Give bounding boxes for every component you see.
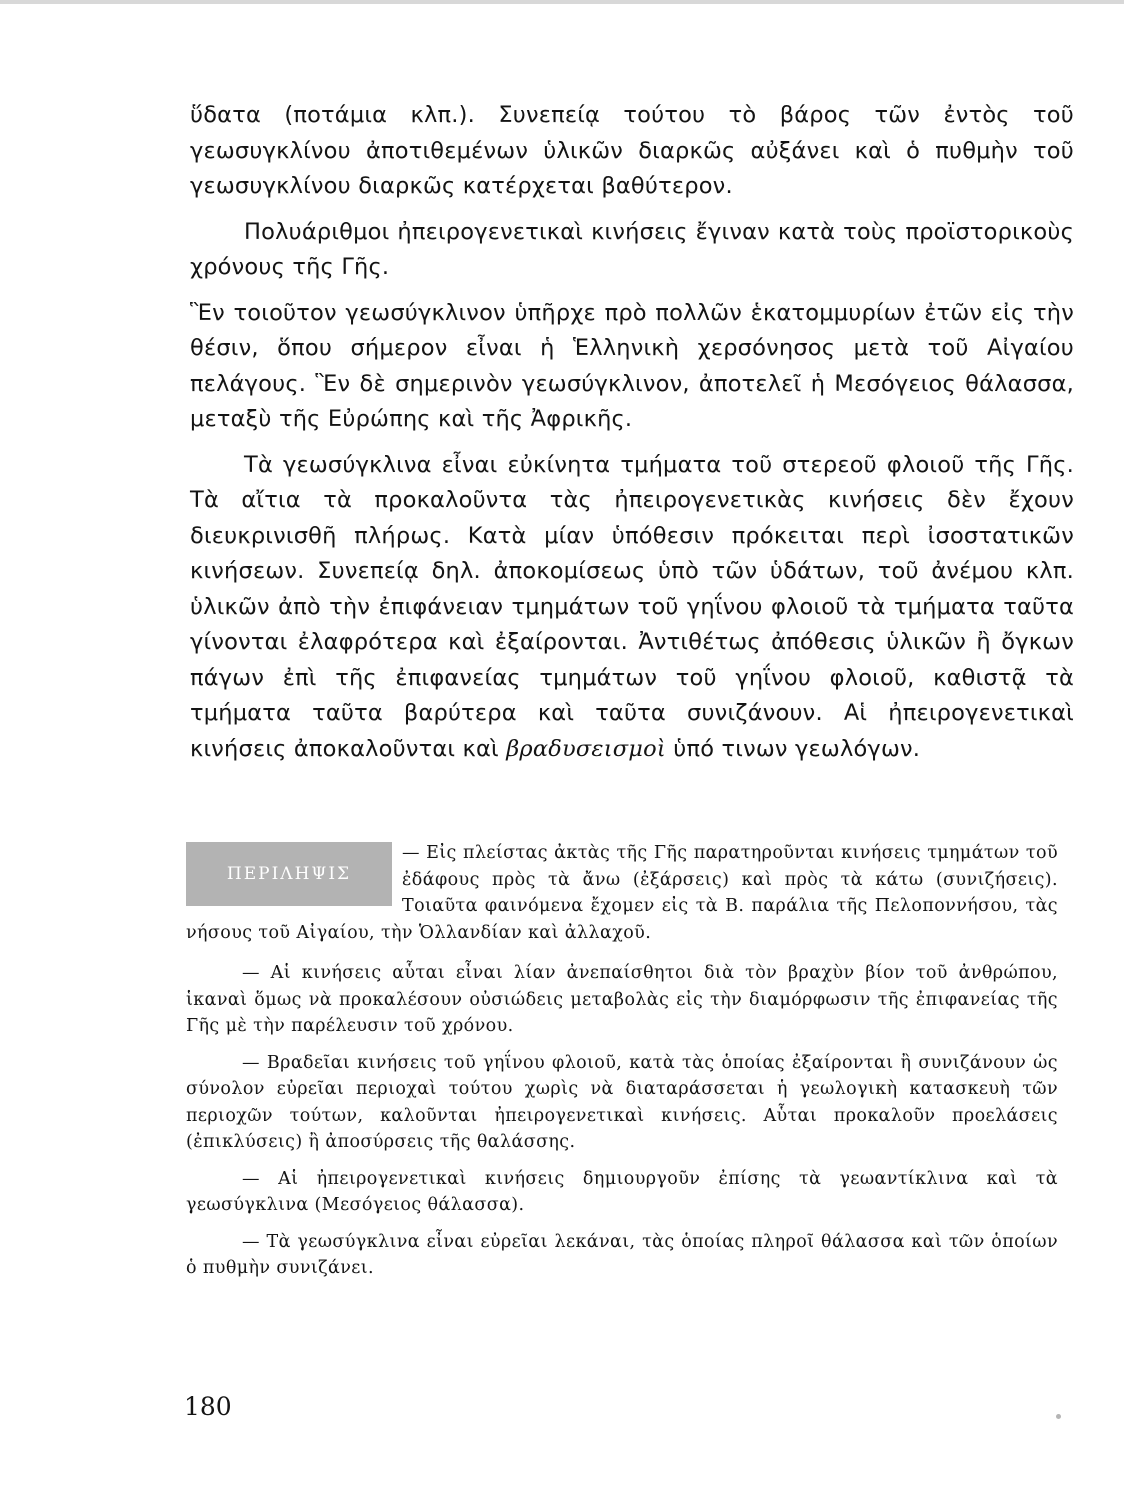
italic-term: βραδυσεισμοὶ [506,735,666,762]
paragraph-4-end: ὑπό τινων γεωλόγων. [673,735,921,762]
summary-label: ΠΕΡΙΛΗΨΙΣ [226,863,352,884]
summary-section [186,840,1058,1292]
scan-speck [1056,1414,1061,1419]
paragraph-3: Ἓν τοιοῦτον γεωσύγκλινον ὑπῆρχε πρὸ πολλῶν ἑκατομμυρίων ἐτῶν εἰς τὴν θέσιν, ὅπου σήμερον εἶναι ἡ Ἑλληνικὴ χερσόνησος μετὰ τοῦ Αἰγαίου πελάγους. Ἓν δὲ σημερινὸν γεωσύγκλινον, ἀποτελεῖ ἡ Μεσόγειος θάλασσα, μεταξὺ τῆς Εὐρώπης καὶ τῆς Ἀφρικῆς. [190,299,1074,432]
paragraph-4-text: Τὰ γεωσύγκλινα εἶναι εὐκίνητα τμήματα τοῦ στερεοῦ φλοιοῦ τῆς Γῆς. Τὰ αἴτια τὰ προκαλοῦντα τὰς ἠπειρογενετικὰς κινήσεις δὲν ἔχουν διευκρινισθῆ πλήρως. Κατὰ μίαν ὑπόθεσιν πρόκειται περὶ ἰσοστατικῶν κινήσεων. Συνεπείᾳ δηλ. ἀποκομίσεως ὑπὸ τῶν ὑδάτων, τοῦ ἀνέμου κλπ. ὑλικῶν ἀπὸ τὴν ἐπιφάνειαν τμημάτων τοῦ γηΐνου φλοιοῦ τὰ τμήματα ταῦτα γίνονται ἐλαφρότερα καὶ ἐξαίρονται. Ἀντιθέτως ἀπόθεσις ὑλικῶν ἢ ὄγκων πάγων ἐπὶ τῆς ἐπιφανείας τμημάτων τοῦ γηΐνου φλοιοῦ, καθιστᾷ τὰ τμήματα ταῦτα βαρύτερα καὶ ταῦτα συνιζάνουν. Αἱ ἠπειρογενετικαὶ κινήσεις ἀποκαλοῦνται καὶ [190,451,1074,762]
main-text [190,98,1074,777]
paragraph-2: Πολυάριθμοι ἠπειρογενετικαὶ κινήσεις ἔγιναν κατὰ τοὺς προϊστορικοὺς χρόνους τῆς Γῆς. [190,218,1074,280]
scan-top-edge [0,0,1124,4]
paragraph-4 [190,448,1074,768]
paragraph-1: ὕδατα (ποτάμια κλπ.). Συνεπείᾳ τούτου τὸ βάρος τῶν ἐντὸς τοῦ γεωσυγκλίνου ἀποτιθεμένων ὑλικῶν διαρκῶς αὐξάνει καὶ ὁ πυθμὴν τοῦ γεωσυγκλίνου διαρκῶς κατέρχεται βαθύτερον. [190,102,1074,199]
summary-item-1: — Εἰς πλείστας ἀκτὰς τῆς Γῆς παρατηροῦνται κινήσεις τμημάτων τοῦ ἐδάφους πρὸς τὰ ἄνω (ἐξάρσεις) καὶ πρὸς τὰ κάτω (συνιζήσεις). Τοιαῦτα φαινόμενα ἔχομεν εἰς τὰ Β. παράλια τῆς Πελοποννήσου, τὰς νήσους τοῦ Αἰγαίου, τὴν Ὁλλανδίαν καὶ ἀλλαχοῦ. [186,843,1058,943]
summary-item-5: — Τὰ γεωσύγκλινα εἶναι εὐρεῖαι λεκάναι, τὰς ὁποίας πληροῖ θάλασσα καὶ τῶν ὁποίων ὁ πυθμὴν συνιζάνει. [186,1231,1058,1278]
summary-label-box [186,842,392,906]
page-number: 180 [184,1392,232,1421]
summary-item-4: — Αἱ ἠπειρογενετικαὶ κινήσεις δημιουργοῦν ἐπίσης τὰ γεωαντίκλινα καὶ τὰ γεωσύγκλινα (Μεσόγειος θάλασσα). [186,1168,1058,1215]
summary-item-3: — Βραδεῖαι κινήσεις τοῦ γηΐνου φλοιοῦ, κατὰ τὰς ὁποίας ἐξαίρονται ἢ συνιζάνουν ὡς σύνολον εὐρεῖαι περιοχαὶ τούτου χωρὶς νὰ διαταράσσεται ἡ γεωλογικὴ κατασκευὴ τῶν περιοχῶν τούτων, καλοῦνται ἠπειρογενετικαὶ κινήσεις. Αὗται προκαλοῦν προελάσεις (ἐπικλύσεις) ἢ ἀποσύρσεις τῆς θαλάσσης. [186,1052,1058,1152]
summary-item-2: — Αἱ κινήσεις αὗται εἶναι λίαν ἀνεπαίσθητοι διὰ τὸν βραχὺν βίον τοῦ ἀνθρώπου, ἱκαναὶ ὅμως νὰ προκαλέσουν οὐσιώδεις μεταβολὰς εἰς τὴν διαμόρφωσιν τῆς ἐπιφανείας τῆς Γῆς μὲ τὴν παρέλευσιν τοῦ χρόνου. [186,963,1058,1036]
